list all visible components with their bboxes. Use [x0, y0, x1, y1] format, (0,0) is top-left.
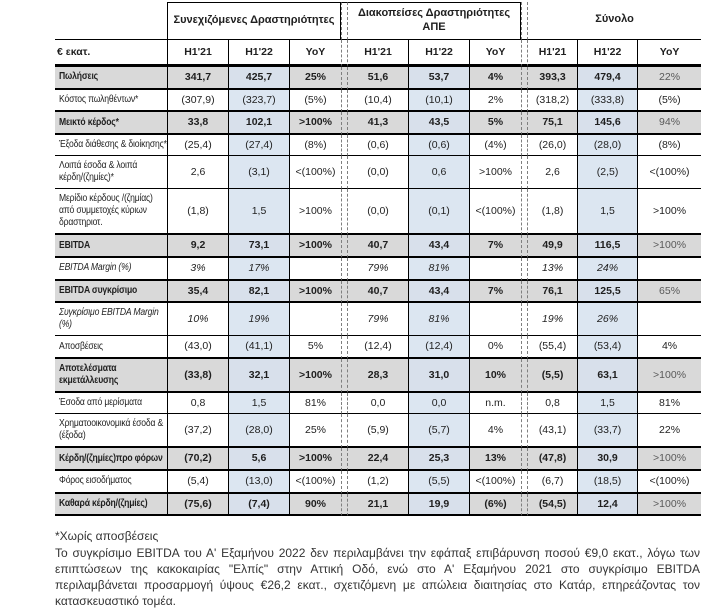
table-row: [55, 471, 701, 494]
value-cell: (33,8): [168, 359, 229, 393]
value-cell: (5,5): [409, 471, 470, 494]
value-cell: (307,9): [168, 90, 229, 113]
value-cell: 13%: [528, 258, 578, 281]
value-cell: (323,7): [229, 90, 290, 113]
value-cell: (1,2): [348, 471, 409, 494]
value-cell: (1,8): [528, 189, 578, 235]
value-cell: 30,9: [578, 448, 638, 471]
value-cell: 17%: [229, 258, 290, 281]
value-cell: <(100%): [470, 471, 521, 494]
row-label: Μεικτό κέρδος*: [55, 112, 168, 135]
value-cell: (28,0): [229, 414, 290, 448]
value-cell: 43,4: [409, 281, 470, 304]
value-cell: 73,1: [229, 235, 290, 258]
value-cell: (75,6): [168, 494, 229, 517]
row-label: Αποσβέσεις: [55, 336, 168, 359]
value-cell: <(100%): [638, 471, 701, 494]
value-cell: (3,1): [229, 156, 290, 189]
footnotes: [55, 529, 700, 610]
value-cell: (7,4): [229, 494, 290, 517]
group-separator: [341, 336, 348, 359]
value-cell: 82,1: [229, 281, 290, 304]
value-cell: (27,4): [229, 135, 290, 157]
value-cell: 479,4: [578, 67, 638, 90]
group-separator: [341, 112, 348, 135]
value-cell: 76,1: [528, 281, 578, 304]
value-cell: 0,6: [409, 156, 470, 189]
value-cell: 21,1: [348, 494, 409, 517]
value-cell: (6%): [470, 494, 521, 517]
value-cell: [290, 258, 341, 281]
value-cell: 0%: [470, 336, 521, 359]
value-cell: 10%: [470, 359, 521, 393]
table-row: [55, 258, 701, 281]
group-separator: [341, 303, 348, 336]
value-cell: 81%: [638, 393, 701, 415]
value-cell: (70,2): [168, 448, 229, 471]
value-cell: (2,5): [578, 156, 638, 189]
value-cell: 341,7: [168, 67, 229, 90]
value-cell: 5%: [470, 112, 521, 135]
value-cell: (54,5): [528, 494, 578, 517]
value-cell: 94%: [638, 112, 701, 135]
row-label: EBITDA συγκρίσιμο: [55, 281, 168, 304]
row-label: Μερίδιο κέρδους /(ζημίας) από συμμετοχές κύριων δραστηριοτ.: [55, 189, 168, 235]
row-label: Έσοδα από μερίσματα: [55, 393, 168, 415]
value-cell: 79%: [348, 258, 409, 281]
col-header-h121: H1'21: [348, 40, 409, 68]
group-separator: [521, 471, 528, 494]
table-row: [55, 393, 701, 415]
group-separator: [341, 448, 348, 471]
value-cell: 102,1: [229, 112, 290, 135]
value-cell: (1,8): [168, 189, 229, 235]
value-cell: >100%: [638, 235, 701, 258]
group-separator: [521, 359, 528, 393]
row-label: EBITDA Margin (%): [55, 258, 168, 281]
group-header-total: Σύνολο: [528, 2, 701, 40]
group-separator: [521, 235, 528, 258]
value-cell: 13%: [470, 448, 521, 471]
value-cell: <(100%): [470, 189, 521, 235]
value-cell: (43,0): [168, 336, 229, 359]
value-cell: (333,8): [578, 90, 638, 113]
value-cell: 43,5: [409, 112, 470, 135]
group-separator: [521, 189, 528, 235]
value-cell: 1,5: [229, 189, 290, 235]
value-cell: n.m.: [470, 393, 521, 415]
value-cell: 2%: [470, 90, 521, 113]
value-cell: <(100%): [290, 156, 341, 189]
group-separator: [521, 494, 528, 517]
value-cell: (5%): [638, 90, 701, 113]
value-cell: 0,8: [168, 393, 229, 415]
value-cell: (47,8): [528, 448, 578, 471]
value-cell: >100%: [290, 448, 341, 471]
table-row: [55, 156, 701, 189]
value-cell: 116,5: [578, 235, 638, 258]
value-cell: (28,0): [578, 135, 638, 157]
group-header-continuing-operations: Συνεχιζόμενες Δραστηριότητες: [168, 2, 341, 40]
group-separator: [341, 281, 348, 304]
group-separator: [521, 281, 528, 304]
value-cell: 145,6: [578, 112, 638, 135]
value-cell: 53,7: [409, 67, 470, 90]
value-cell: 26%: [578, 303, 638, 336]
group-separator: [521, 303, 528, 336]
value-cell: [638, 303, 701, 336]
table-row: [55, 281, 701, 304]
col-header-h122: H1'22: [229, 40, 290, 68]
group-header-row: [55, 2, 701, 40]
value-cell: (25,4): [168, 135, 229, 157]
value-cell: 35,4: [168, 281, 229, 304]
value-cell: 1,5: [578, 393, 638, 415]
value-cell: 41,3: [348, 112, 409, 135]
value-cell: 25,3: [409, 448, 470, 471]
group-separator: [521, 112, 528, 135]
table-row: [55, 448, 701, 471]
value-cell: (13,0): [229, 471, 290, 494]
value-cell: (43,1): [528, 414, 578, 448]
group-separator: [521, 393, 528, 415]
value-cell: 40,7: [348, 235, 409, 258]
value-cell: 0,0: [409, 393, 470, 415]
value-cell: 33,8: [168, 112, 229, 135]
value-cell: (12,4): [409, 336, 470, 359]
value-cell: 125,5: [578, 281, 638, 304]
group-separator: [341, 359, 348, 393]
group-separator: [521, 40, 528, 68]
value-cell: (0,0): [348, 156, 409, 189]
value-cell: 43,4: [409, 235, 470, 258]
value-cell: (4%): [470, 135, 521, 157]
value-cell: (10,1): [409, 90, 470, 113]
value-cell: 2,6: [168, 156, 229, 189]
row-label: Αποτελέσματα εκμετάλλευσης: [55, 359, 168, 393]
value-cell: 1,5: [229, 393, 290, 415]
value-cell: (18,5): [578, 471, 638, 494]
row-label: Φόρος εισοδήματος: [55, 471, 168, 494]
value-cell: 425,7: [229, 67, 290, 90]
value-cell: 65%: [638, 281, 701, 304]
col-header-h121: H1'21: [168, 40, 229, 68]
group-separator: [341, 67, 348, 90]
value-cell: (53,4): [578, 336, 638, 359]
group-separator: [341, 156, 348, 189]
value-cell: (37,2): [168, 414, 229, 448]
value-cell: >100%: [638, 359, 701, 393]
table-row: [55, 235, 701, 258]
corner-cell: [55, 2, 168, 40]
group-separator: [341, 471, 348, 494]
row-label: Κέρδη/(ζημίες)προ φόρων: [55, 448, 168, 471]
table-row: [55, 90, 701, 113]
value-cell: 81%: [290, 393, 341, 415]
value-cell: (8%): [638, 135, 701, 157]
value-cell: 81%: [409, 258, 470, 281]
value-cell: 19,9: [409, 494, 470, 517]
value-cell: 49,9: [528, 235, 578, 258]
row-label: Κόστος πωληθέντων*: [55, 90, 168, 113]
value-cell: 3%: [168, 258, 229, 281]
value-cell: (33,7): [578, 414, 638, 448]
value-cell: (10,4): [348, 90, 409, 113]
value-cell: 51,6: [348, 67, 409, 90]
value-cell: >100%: [638, 494, 701, 517]
row-label: Καθαρά κέρδη/(ζημίες): [55, 494, 168, 517]
row-label: Έξοδα διάθεσης & διοίκησης*: [55, 135, 168, 157]
col-header-h122: H1'22: [578, 40, 638, 68]
group-separator: [341, 414, 348, 448]
value-cell: (5,4): [168, 471, 229, 494]
group-separator: [341, 258, 348, 281]
group-separator: [521, 258, 528, 281]
row-label: Πωλήσεις: [55, 67, 168, 90]
value-cell: 25%: [290, 67, 341, 90]
value-cell: >100%: [290, 112, 341, 135]
value-cell: (5%): [290, 90, 341, 113]
value-cell: (5,5): [528, 359, 578, 393]
value-cell: (318,2): [528, 90, 578, 113]
footnote-ebitda-adjustments: Το συγκρίσιμο EBITDA του Α' Εξαμήνου 2022 δεν περιλαμβάνει την εφάπαξ επιβάρυνση ποσού €9,0 εκατ., λόγω των επιπτώσεων της κακοκαιρίας "Ελπίς" στην Αττική Οδό, ενώ στο Α' Εξαμήνου 2021 στο συγκρίσιμο EBITDA περιλαμβάνεται προσαρμογή ύψους €26,2 εκατ., σχετιζόμενη με απώλεια διαιτησίας στο Κατάρ, επηρεάζοντας τον κατασκευαστικό τομέα.: [55, 546, 700, 609]
value-cell: (6,7): [528, 471, 578, 494]
value-cell: 24%: [578, 258, 638, 281]
value-cell: 31,0: [409, 359, 470, 393]
value-cell: >100%: [638, 189, 701, 235]
value-cell: 9,2: [168, 235, 229, 258]
col-header-yoy: YoY: [638, 40, 701, 68]
group-separator: [521, 336, 528, 359]
row-label: Συγκρίσιμο EBITDA Margin (%): [55, 303, 168, 336]
table-row: [55, 112, 701, 135]
value-cell: (5,7): [409, 414, 470, 448]
value-cell: (26,0): [528, 135, 578, 157]
table-row: [55, 303, 701, 336]
value-cell: >100%: [470, 156, 521, 189]
group-separator: [341, 393, 348, 415]
value-cell: 2,6: [528, 156, 578, 189]
value-cell: [470, 258, 521, 281]
value-cell: (5,9): [348, 414, 409, 448]
value-cell: [638, 258, 701, 281]
value-cell: 81%: [409, 303, 470, 336]
value-cell: (41,1): [229, 336, 290, 359]
value-cell: 4%: [638, 336, 701, 359]
value-cell: 75,1: [528, 112, 578, 135]
group-separator: [341, 235, 348, 258]
group-separator: [521, 414, 528, 448]
value-cell: 7%: [470, 281, 521, 304]
group-separator: [521, 2, 528, 40]
value-cell: >100%: [290, 235, 341, 258]
value-cell: 19%: [229, 303, 290, 336]
value-cell: 5,6: [229, 448, 290, 471]
value-cell: 63,1: [578, 359, 638, 393]
value-cell: 22%: [638, 414, 701, 448]
group-separator: [341, 40, 348, 68]
value-cell: >100%: [290, 359, 341, 393]
col-header-yoy: YoY: [290, 40, 341, 68]
value-cell: 40,7: [348, 281, 409, 304]
group-header-discontinued-operations: Διακοπείσες Δραστηριότητες ΑΠΕ: [348, 2, 521, 40]
footnote-depreciation: *Χωρίς αποσβέσεις: [55, 529, 159, 544]
value-cell: (12,4): [348, 336, 409, 359]
unit-label: € εκατ.: [55, 40, 168, 68]
col-header-yoy: YoY: [470, 40, 521, 68]
value-cell: (0,0): [348, 189, 409, 235]
table-row: [55, 135, 701, 157]
value-cell: (0,6): [348, 135, 409, 157]
value-cell: 19%: [528, 303, 578, 336]
value-cell: 79%: [348, 303, 409, 336]
col-header-h122: H1'22: [409, 40, 470, 68]
value-cell: 393,3: [528, 67, 578, 90]
table-row: [55, 359, 701, 393]
table-row: [55, 414, 701, 448]
group-separator: [521, 156, 528, 189]
value-cell: 25%: [290, 414, 341, 448]
table-row: [55, 494, 701, 517]
value-cell: (8%): [290, 135, 341, 157]
value-cell: [470, 303, 521, 336]
value-cell: 0,0: [348, 393, 409, 415]
value-cell: 4%: [470, 67, 521, 90]
table-row: [55, 189, 701, 235]
row-label: Χρηματοοικονομικά έσοδα & (έξοδα): [55, 414, 168, 448]
group-separator: [341, 90, 348, 113]
value-cell: 0,8: [528, 393, 578, 415]
group-separator: [341, 2, 348, 40]
value-cell: 22,4: [348, 448, 409, 471]
value-cell: 10%: [168, 303, 229, 336]
value-cell: [290, 303, 341, 336]
value-cell: >100%: [290, 189, 341, 235]
value-cell: 4%: [470, 414, 521, 448]
column-header-row: [55, 40, 701, 68]
value-cell: >100%: [638, 448, 701, 471]
financial-results-table: [55, 2, 701, 516]
group-separator: [341, 135, 348, 157]
group-separator: [521, 135, 528, 157]
value-cell: 5%: [290, 336, 341, 359]
col-header-h121: H1'21: [528, 40, 578, 68]
value-cell: (0,1): [409, 189, 470, 235]
group-separator: [521, 448, 528, 471]
value-cell: <(100%): [638, 156, 701, 189]
value-cell: 22%: [638, 67, 701, 90]
value-cell: (55,4): [528, 336, 578, 359]
value-cell: 12,4: [578, 494, 638, 517]
value-cell: 28,3: [348, 359, 409, 393]
row-label: EBITDA: [55, 235, 168, 258]
group-separator: [341, 494, 348, 517]
table-row: [55, 336, 701, 359]
row-label: Λοιπά έσοδα & λοιπά κέρδη/(ζημίες)*: [55, 156, 168, 189]
value-cell: <(100%): [290, 471, 341, 494]
value-cell: 90%: [290, 494, 341, 517]
value-cell: >100%: [290, 281, 341, 304]
group-separator: [341, 189, 348, 235]
group-separator: [521, 67, 528, 90]
value-cell: (0,6): [409, 135, 470, 157]
value-cell: 1,5: [578, 189, 638, 235]
value-cell: 7%: [470, 235, 521, 258]
table-row: [55, 67, 701, 90]
group-separator: [521, 90, 528, 113]
value-cell: 32,1: [229, 359, 290, 393]
